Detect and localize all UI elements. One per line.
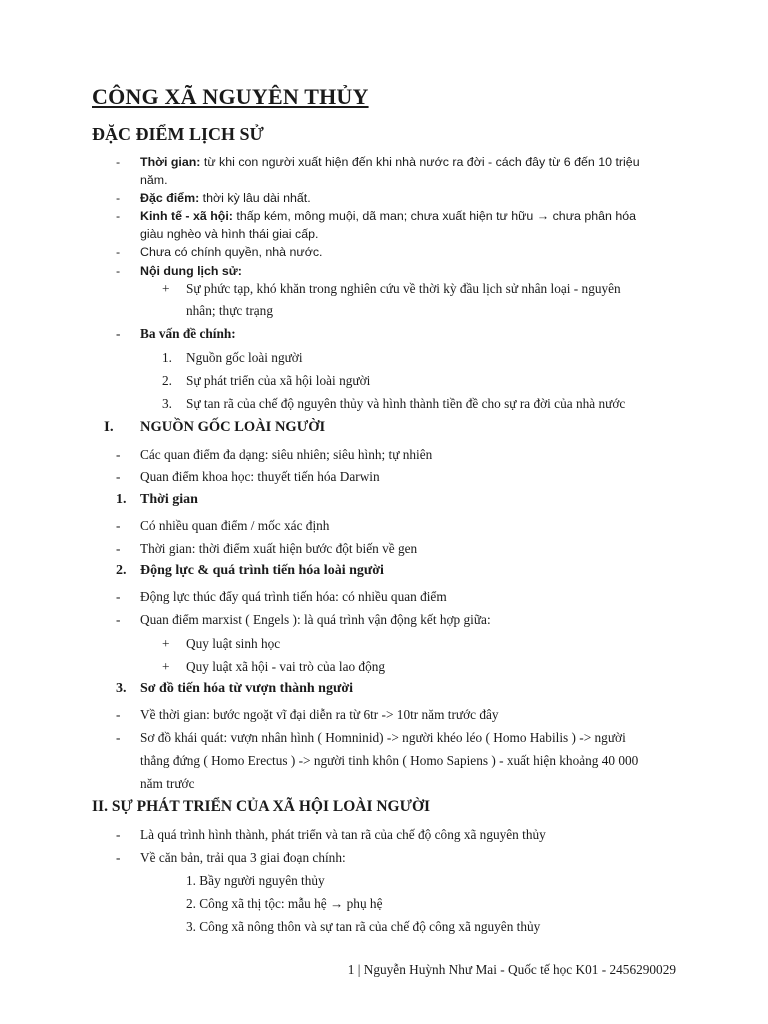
numbered-item: Sự phát triển của xã hội loài người [186,373,371,388]
item-text: từ khi con người xuất hiện đến khi nhà nước ra đời - cách đây từ 6 đến 10 triệu [200,155,640,169]
stage-item: 2. Công xã thị tộc: mẫu hệ → phụ hệ [186,896,383,911]
dash-bullet: - [116,209,121,223]
dash-bullet: - [116,191,121,205]
dash-bullet: - [116,730,121,745]
item-label: Thời gian: [140,155,201,169]
subsection-number: 3. [116,681,127,696]
section-number: I. [104,419,114,435]
list-item-text: Các quan điểm đa dạng: siêu nhiên; siêu hình; tự nhiên [140,447,433,462]
list-item-text: Quy luật xã hội - vai trò của lao động [186,659,386,674]
item-continuation: thẳng đứng ( Homo Erectus ) -> người tinh khôn ( Homo Sapiens ) - xuất hiện khoảng 40 000 [140,753,639,768]
item-number: 1. [162,350,172,365]
list-item-text: Động lực thúc đẩy quá trình tiến hóa: có nhiều quan điểm [140,589,447,604]
dash-bullet: - [116,245,121,259]
section-heading: NGUỒN GỐC LOÀI NGƯỜI [140,419,326,435]
list-item-text: Có nhiều quan điểm / mốc xác định [140,518,330,533]
list-item-text [140,153,640,172]
dash-bullet: - [116,612,121,627]
dash-bullet: - [116,589,121,604]
subsection-number: 2. [116,563,127,578]
stage-item: 1. Bầy người nguyên thủy [186,873,325,888]
item-text: thời kỳ lâu dài nhất. [199,191,311,205]
item-continuation: giàu nghèo và hình thái giai cấp. [140,227,319,241]
item-label: Kinh tế - xã hội: [140,209,233,223]
list-item-text: Sự phức tạp, khó khăn trong nghiên cứu về thời kỳ đầu lịch sử nhân loại - nguyên [186,281,621,296]
dash-bullet: - [116,447,121,462]
list-item-text: Quan điểm marxist ( Engels ): là quá trình vận động kết hợp giữa: [140,612,491,627]
list-item-text: Sơ đồ khái quát: vượn nhân hình ( Homninid) -> người khéo léo ( Homo Habilis ) -> người [140,730,626,745]
numbered-item: Nguồn gốc loài người [186,350,303,365]
list-item-text [140,189,311,208]
subsection-number: 1. [116,492,127,507]
subsection-heading: Sơ đồ tiến hóa từ vượn thành người [140,681,354,696]
list-item-text: Quy luật sinh học [186,636,281,651]
dash-bullet: - [116,469,121,484]
item-number: 2. [162,373,172,388]
list-item [116,153,120,172]
item-label: Đặc điểm: [140,191,200,205]
dash-bullet: - [116,707,121,722]
dash-bullet: - [116,155,121,169]
list-item-text: Quan điểm khoa học: thuyết tiến hóa Darwin [140,469,380,484]
list-item-text: Về căn bản, trải qua 3 giai đoạn chính: [140,850,346,865]
dash-bullet: - [116,326,121,341]
plus-bullet: + [162,281,170,296]
list-item-text [140,207,636,226]
plus-bullet: + [162,659,170,674]
subsection-heading: Động lực & quá trình tiến hóa loài người [140,563,384,578]
item-number: 3. [162,396,172,411]
list-item-text: Chưa có chính quyền, nhà nước. [140,245,323,259]
dash-bullet: - [116,518,121,533]
stage-item: 3. Công xã nông thôn và sự tan rã của chế độ công xã nguyên thủy [186,919,541,934]
item-continuation: nhân; thực trạng [186,303,273,318]
page-footer: 1 | Nguyễn Huỳnh Như Mai - Quốc tế học K01 - 2456290029 [347,962,676,977]
item-continuation: năm trước [140,776,195,791]
subsection-heading: Thời gian [140,492,198,507]
list-item-label: Ba vấn đề chính: [140,326,236,341]
list-item-text: Về thời gian: bước ngoặt vĩ đại diễn ra từ 6tr -> 10tr năm trước đây [140,707,499,722]
list-item-text: Là quá trình hình thành, phát triển và tan rã của chế độ công xã nguyên thủy [140,827,546,842]
heading-history: ĐẶC ĐIỂM LỊCH SỬ [92,124,264,144]
dash-bullet: - [116,850,121,865]
item-label: Nội dung lịch sử: [140,264,242,278]
dash-bullet: - [116,827,121,842]
item-text: thấp kém, mông muội, dã man; chưa xuất hiện tư hữu → chưa phân hóa [232,209,636,223]
numbered-item: Sự tan rã của chế độ nguyên thủy và hình thành tiền đề cho sự ra đời của nhà nước [186,396,626,411]
list-item-text: Thời gian: thời điểm xuất hiện bước đột biến về gen [140,541,418,556]
plus-bullet: + [162,636,170,651]
dash-bullet: - [116,541,121,556]
item-continuation: năm. [140,173,168,187]
page-title: CÔNG XÃ NGUYÊN THỦY [92,84,369,109]
dash-bullet: - [116,264,121,278]
section-heading: II. SỰ PHÁT TRIỂN CỦA XÃ HỘI LOÀI NGƯỜI [92,798,431,815]
